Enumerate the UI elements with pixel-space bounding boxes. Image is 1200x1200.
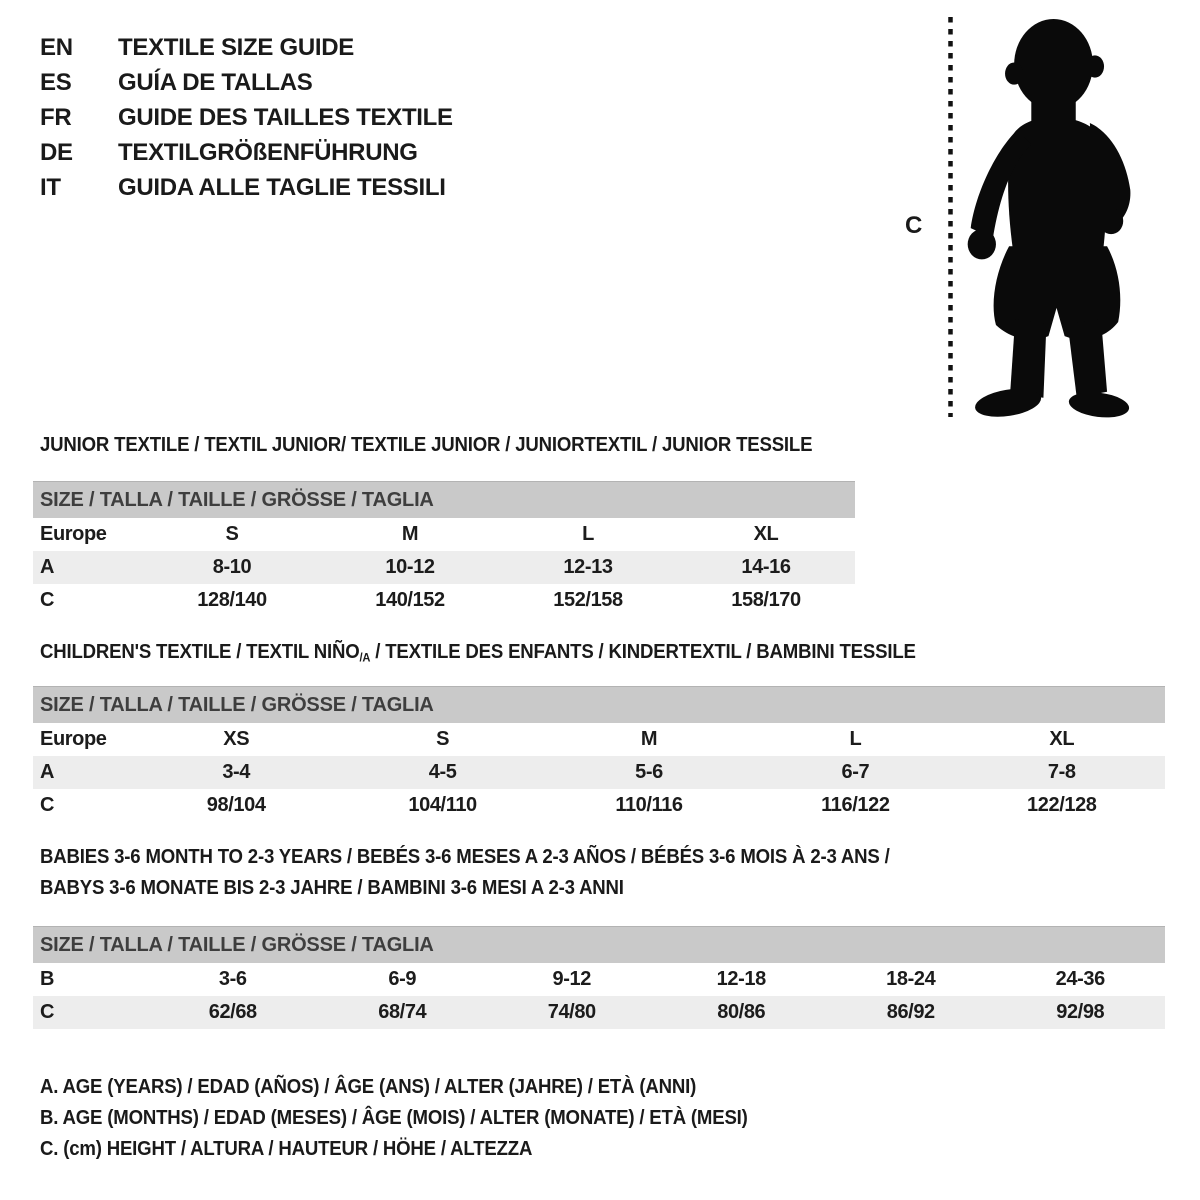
children-title-text: / TEXTILE DES ENFANTS / KINDERTEXTIL / BAMBINI TESSILE — [370, 641, 916, 663]
table-cell: 12-13 — [563, 556, 613, 578]
table-row-age — [33, 756, 1165, 789]
size-header-bar: SIZE / TALLA / TAILLE / GRÖSSE / TAGLIA — [33, 686, 1165, 723]
table-cell: 10-12 — [385, 556, 435, 578]
table-cell: 18-24 — [886, 968, 936, 990]
row-label: A — [40, 761, 55, 783]
table-cell: 62/68 — [208, 1001, 257, 1023]
table-cell: 12-18 — [716, 968, 766, 990]
children-title-text: CHILDREN'S TEXTILE / TEXTIL NIÑO — [40, 641, 360, 663]
guide-title-fr: GUIDE DES TAILLES TEXTILE — [118, 104, 453, 131]
guide-title-de: TEXTILGRÖßENFÜHRUNG — [118, 139, 418, 166]
row-label: B — [40, 968, 55, 990]
table-cell: 86/92 — [886, 1001, 935, 1023]
table-cell: XL — [1049, 728, 1075, 750]
guide-title-es: GUÍA DE TALLAS — [118, 69, 313, 96]
table-cell: 14-16 — [741, 556, 791, 578]
table-cell: 6-9 — [388, 968, 417, 990]
table-cell: 5-6 — [635, 761, 663, 783]
size-header-bar: SIZE / TALLA / TAILLE / GRÖSSE / TAGLIA — [33, 481, 855, 518]
row-label: Europe — [40, 728, 107, 750]
table-cell: 3-4 — [222, 761, 251, 783]
language-row-fr — [40, 100, 453, 135]
measurement-legend — [40, 1072, 801, 1165]
table-cell: 80/86 — [717, 1001, 766, 1023]
guide-title-it: GUIDA ALLE TAGLIE TESSILI — [118, 174, 446, 201]
table-cell: 128/140 — [197, 589, 267, 611]
babies-section-title-line1: BABIES 3-6 MONTH TO 2-3 YEARS / BEBÉS 3-6 MESES A 2-3 AÑOS / BÉBÉS 3-6 MOIS À 2-3 ANS / — [40, 846, 890, 868]
babies-size-table — [33, 926, 1165, 1029]
language-code: FR — [40, 104, 72, 131]
table-cell: 68/74 — [378, 1001, 427, 1023]
table-cell: 74/80 — [547, 1001, 596, 1023]
language-row-es — [40, 65, 453, 100]
legend-line-b: B. AGE (MONTHS) / EDAD (MESES) / ÂGE (MOIS) / ALTER (MONATE) / ETÀ (MESI) — [40, 1107, 748, 1129]
table-cell: 116/122 — [821, 794, 890, 816]
table-cell: 98/104 — [206, 794, 266, 816]
table-cell: 122/128 — [1027, 794, 1097, 816]
language-row-it — [40, 170, 453, 205]
table-row-height — [33, 996, 1165, 1029]
table-cell: M — [640, 728, 658, 750]
height-measure-dashed-line — [946, 14, 955, 420]
table-cell: 4-5 — [428, 761, 457, 783]
row-label: C — [40, 1001, 55, 1023]
table-cell: L — [582, 523, 594, 545]
table-cell: 110/116 — [615, 794, 683, 816]
table-cell: XL — [753, 523, 779, 545]
table-cell: 158/170 — [731, 589, 801, 611]
language-row-de — [40, 135, 453, 170]
table-cell: 9-12 — [552, 968, 591, 990]
table-cell: 24-36 — [1055, 968, 1105, 990]
language-code: EN — [40, 34, 73, 61]
table-cell: 7-8 — [1047, 761, 1076, 783]
table-cell: L — [849, 728, 862, 750]
table-cell: 140/152 — [375, 589, 445, 611]
table-row-height — [33, 584, 855, 617]
table-row-age — [33, 551, 855, 584]
table-row-height — [33, 789, 1165, 822]
babies-section-title-line2: BABYS 3-6 MONATE BIS 2-3 JAHRE / BAMBINI 3-6 MESI A 2-3 ANNI — [40, 877, 624, 899]
table-cell: 152/158 — [553, 589, 623, 611]
children-size-table — [33, 686, 1165, 822]
legend-line-a: A. AGE (YEARS) / EDAD (AÑOS) / ÂGE (ANS) / ALTER (JAHRE) / ETÀ (ANNI) — [40, 1076, 697, 1098]
row-label: Europe — [40, 523, 107, 545]
table-cell: 104/110 — [408, 794, 477, 816]
children-section-title — [40, 641, 916, 665]
table-cell: 3-6 — [218, 968, 247, 990]
table-cell: S — [225, 523, 239, 545]
legend-line-c: C. (cm) HEIGHT / ALTURA / HAUTEUR / HÖHE / ALTEZZA — [40, 1138, 533, 1160]
table-cell: 8-10 — [212, 556, 252, 578]
junior-size-table — [33, 481, 855, 617]
toddler-silhouette-icon — [962, 16, 1140, 420]
table-cell: S — [436, 728, 450, 750]
table-row-europe — [33, 723, 1165, 756]
language-code: ES — [40, 69, 72, 96]
table-row-europe — [33, 518, 855, 551]
table-row-age-months — [33, 963, 1165, 996]
language-row-en — [40, 30, 453, 65]
language-title-list — [40, 30, 453, 205]
table-cell: 92/98 — [1056, 1001, 1105, 1023]
guide-title-en: TEXTILE SIZE GUIDE — [118, 34, 354, 61]
row-label: A — [40, 556, 55, 578]
height-measure-label: C — [905, 212, 923, 239]
table-cell: XS — [223, 728, 250, 750]
table-cell: 6-7 — [841, 761, 870, 783]
row-label: C — [40, 794, 55, 816]
language-code: IT — [40, 174, 61, 201]
size-header-bar: SIZE / TALLA / TAILLE / GRÖSSE / TAGLIA — [33, 926, 1165, 963]
row-label: C — [40, 589, 55, 611]
table-cell: M — [401, 523, 419, 545]
children-title-subscript: /A — [359, 650, 371, 665]
language-code: DE — [40, 139, 73, 166]
junior-section-title: JUNIOR TEXTILE / TEXTIL JUNIOR/ TEXTILE JUNIOR / JUNIORTEXTIL / JUNIOR TESSILE — [40, 434, 813, 456]
